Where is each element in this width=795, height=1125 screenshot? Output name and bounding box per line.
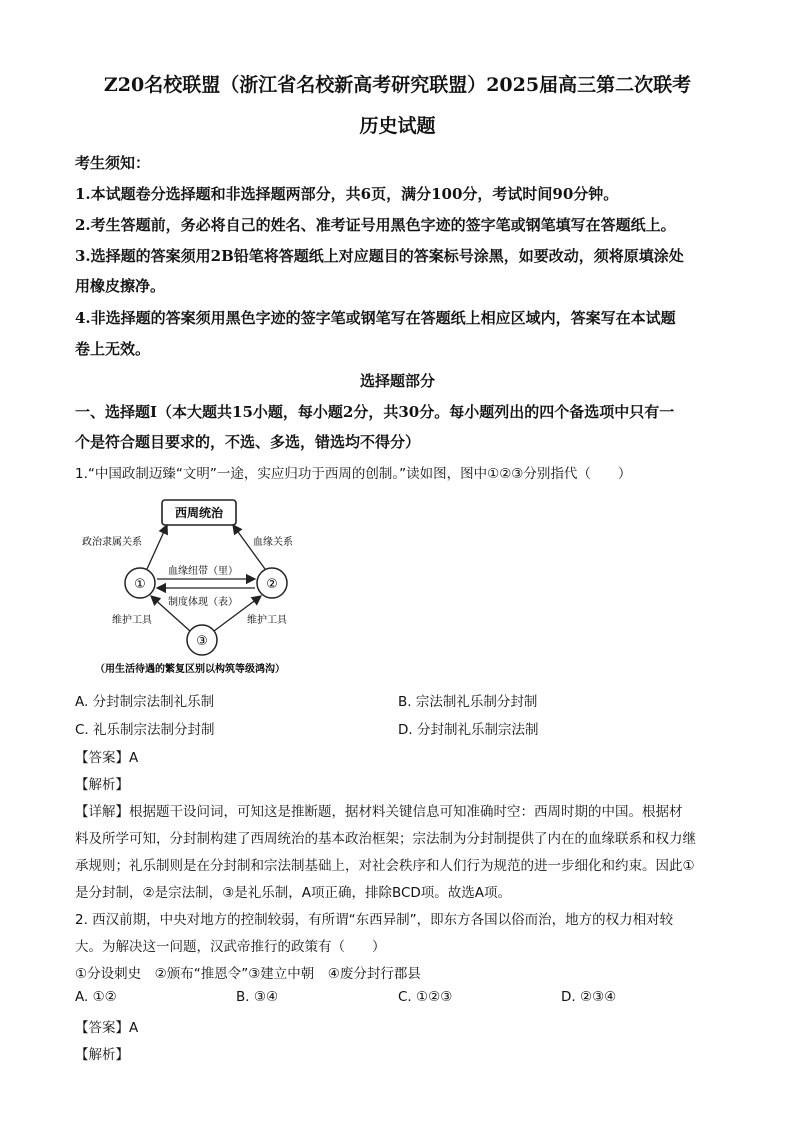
q2-option-b: B. ③④ [236,989,279,1005]
q2-answer: 【答案】A [75,1020,139,1036]
node-2-label: ② [266,577,278,592]
notice-heading: 考生须知： [75,154,151,172]
part1-instructions-a: 一、选择题Ⅰ（本大题共15小题，每小题2分，共30分。每小题列出的四个备选项中只有一 [75,403,675,421]
q1-detail-1: 【详解】根据题干设问词，可知这是推断题，据材料关键信息可知准确时空：西周时期的中国。根据材 [75,804,683,820]
section-title: 选择题部分 [359,372,435,390]
arrow-right-label: 血缘纽带（里） [168,566,238,577]
node-1-label: ① [134,577,146,592]
q1-detail-3: 承规则；礼乐制则是在分封制和宗法制基础上，对社会秩序和人们行为规范的进一步细化和约束。因此① [75,858,695,874]
q1-option-a: A. 分封制宗法制礼乐制 [75,694,215,710]
q1-answer: 【答案】A [75,750,139,766]
exam-title-line1: Z20名校联盟（浙江省名校新高考研究联盟）2025届高三第二次联考 [103,74,692,96]
question-2-stem-2: 大。为解决这一问题，汉武帝推行的政策有（ ） [75,939,386,955]
notice-item-3b: 用橡皮擦净。 [75,277,166,295]
q1-option-c: C. 礼乐制宗法制分封制 [75,722,215,738]
q2-analysis-label: 【解析】 [75,1047,129,1063]
part1-instructions-b: 个是符合题目要求的，不选、多选，错选均不得分） [75,433,421,451]
notice-item-2: 2.考生答题前，务必将自己的姓名、准考证号用黑色字迹的签字笔或钢笔填写在答题纸上。 [75,216,676,234]
edge-1-to-top [147,525,167,569]
question-2-stem-1: 2. 西汉前期，中央对地方的控制较弱，有所谓“东西异制”，即东方各国以俗而治，地方的权力相对较 [75,912,674,928]
question-1-diagram [75,495,355,680]
notice-item-4a: 4.非选择题的答案须用黑色字迹的签字笔或钢笔写在答题纸上相应区域内，答案写在本试题 [75,309,676,327]
q1-option-b: B. 宗法制礼乐制分封制 [398,694,538,710]
q1-analysis-label: 【解析】 [75,777,129,793]
exam-title-line2: 历史试题 [359,115,436,137]
top-box-label: 西周统治 [174,506,224,520]
notice-item-3a: 3.选择题的答案须用2B铅笔将答题纸上对应题目的答案标号涂黑，如要改动，须将原填涂处 [75,247,684,265]
right-edge-label: 血缘关系 [253,537,293,548]
q2-option-a: A. ①② [75,989,117,1005]
diagram-caption: （用生活待遇的繁复区别以构筑等级鸿沟） [95,664,285,675]
notice-item-1: 1.本试题卷分选择题和非选择题两部分，共6页，满分100分，考试时间90分钟。 [75,185,619,203]
diagram-svg [75,495,355,680]
q1-option-d: D. 分封制礼乐制宗法制 [398,722,539,738]
question-1-stem: 1.“中国政制迈臻“文明”一途，实应归功于西周的创制。”读如图，图中①②③分别指代（ ） [75,466,632,482]
question-2-items: ①分设刺史 ②颁布“推恩令”③建立中朝 ④废分封行郡县 [75,966,421,982]
q2-option-d: D. ②③④ [561,989,617,1005]
q1-detail-2: 料及所学可知，分封制构建了西周统治的基本政治框架；宗法制为分封制提供了内在的血缘联系和权力继 [75,831,696,847]
q2-option-c: C. ①②③ [398,989,453,1005]
bottom-left-label: 维护工具 [112,615,152,626]
arrow-left-label: 制度体现（表） [168,597,238,608]
notice-item-4b: 卷上无效。 [75,340,151,358]
bottom-right-label: 维护工具 [247,615,287,626]
node-3-label: ③ [196,634,208,649]
q1-detail-4: 是分封制，②是宗法制，③是礼乐制，A项正确，排除BCD项。故选A项。 [75,885,512,901]
left-edge-label: 政治隶属关系 [82,537,142,548]
